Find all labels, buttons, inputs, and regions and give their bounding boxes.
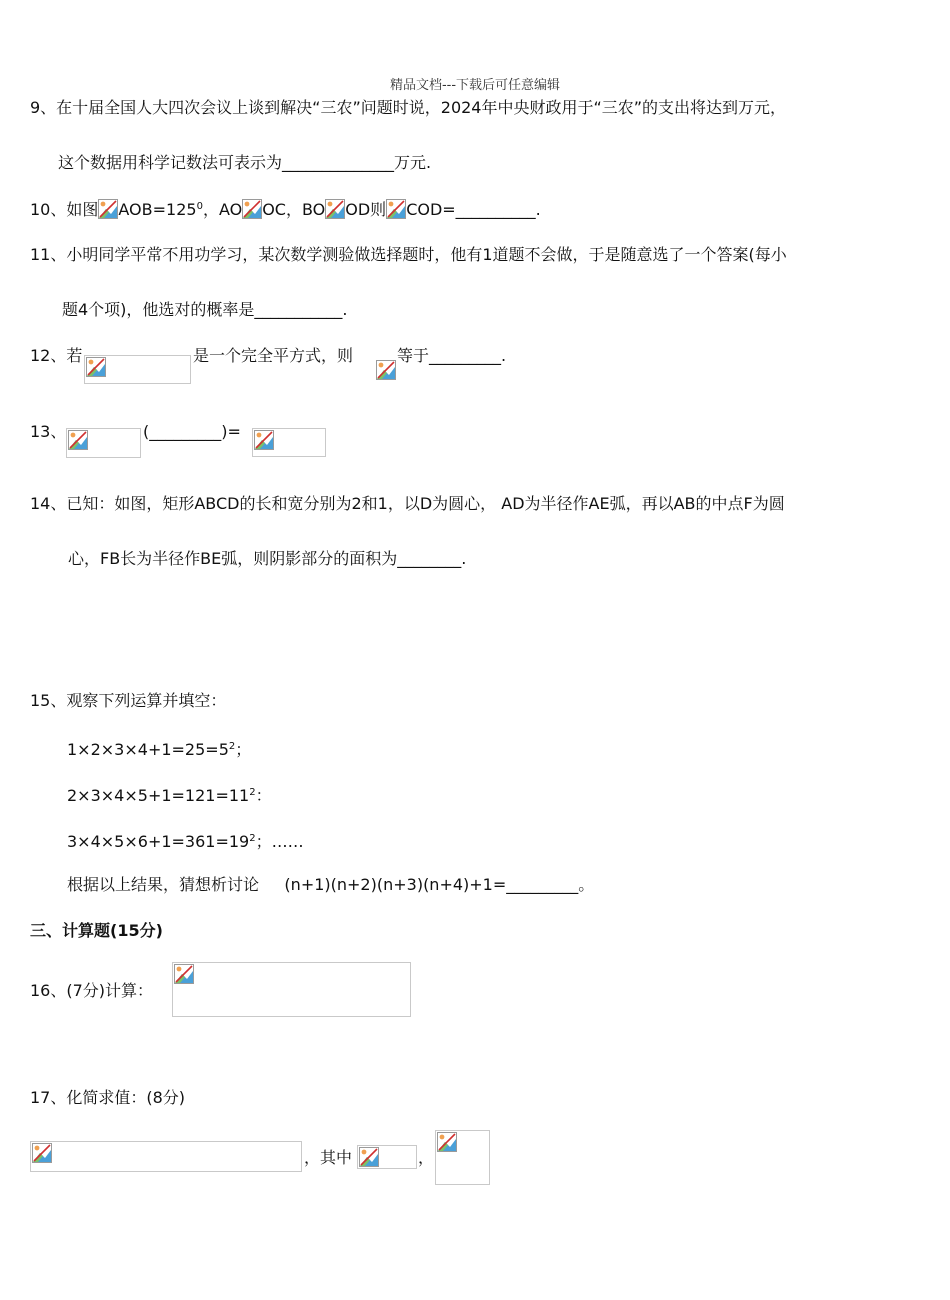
formula-image (172, 962, 411, 1017)
question-15-line-1 (67, 737, 251, 760)
broken-image-icon (376, 360, 396, 380)
q10-part-6: COD=__________. (406, 200, 541, 219)
question-15-line-4: 根据以上结果，猜想析讨论 (n+1)(n+2)(n+3)(n+4)+1=_________。 (67, 875, 595, 894)
broken-image-icon (68, 430, 88, 450)
broken-image-icon (86, 357, 106, 377)
question-17-title: 17、化简求值：(8分) (30, 1088, 186, 1107)
equation-text: 2×3×4×5+1=121=11 (67, 786, 250, 805)
question-10 (30, 197, 541, 220)
broken-image-icon (98, 199, 118, 219)
question-16: 16、(7分)计算： (30, 981, 154, 1000)
equation-text: 3×4×5×6+1=361=19 (67, 832, 250, 851)
punctuation: ；…… (255, 832, 304, 851)
formula-image (435, 1130, 490, 1185)
q10-part-5: OD则 (345, 200, 387, 219)
page-header: 精品文档---下载后可任意编辑 (389, 78, 561, 93)
question-13-part-2: (_________)= (143, 422, 241, 441)
broken-image-icon (359, 1147, 379, 1167)
question-15-title: 15、观察下列运算并填空： (30, 691, 227, 710)
q10-part-3: ，AO (202, 200, 243, 219)
equation-text: 1×2×3×4+1=25=5 (67, 740, 229, 759)
broken-image-icon (325, 199, 345, 219)
exponent: 2 (228, 741, 236, 752)
question-11-line-1: 11、小明同学平常不用功学习，某次数学测验做选择题时，他有1道题不会做，于是随意选了一个答案(每小 (30, 245, 787, 264)
question-11-line-2: 题4个项)，他选对的概率是___________. (62, 300, 348, 319)
question-9-line-1: 9、在十届全国人大四次会议上谈到解决“三农”问题时说，2024年中央财政用于“三农”的支出将达到万元， (30, 98, 787, 117)
broken-image-icon (32, 1143, 52, 1163)
question-9-line-2: 这个数据用科学记数法可表示为______________万元. (58, 153, 432, 172)
punctuation: ： (255, 786, 272, 805)
broken-image-icon (242, 199, 262, 219)
broken-image-icon (174, 964, 194, 984)
question-14-line-2: 心，FB长为半径作BE弧，则阴影部分的面积为________. (68, 549, 467, 568)
formula-image (84, 355, 191, 384)
formula-image (376, 358, 396, 382)
degree-superscript: 0 (196, 201, 203, 212)
question-14-line-1: 14、已知：如图，矩形ABCD的长和宽分别为2和1，以D为圆心， AD为半径作AE弧，再以AB的中点F为圆 (30, 494, 785, 513)
question-17-part-1: ，其中 (304, 1148, 353, 1167)
q10-part-1: 10、如图 (30, 200, 99, 219)
question-17-part-2: ， (418, 1148, 435, 1167)
formula-image (252, 428, 326, 457)
exponent: 2 (249, 833, 256, 844)
q10-part-4: OC，BO (262, 200, 326, 219)
question-15-line-2 (67, 783, 272, 806)
formula-image (357, 1145, 417, 1169)
formula-image (66, 428, 141, 458)
question-12-part-3: 等于_________. (397, 346, 507, 365)
section-3-heading: 三、计算题(15分) (30, 921, 163, 940)
broken-image-icon (386, 199, 406, 219)
question-15-line-3 (67, 829, 304, 852)
formula-image (30, 1141, 302, 1172)
question-12-part-2: 是一个完全平方式，则 (193, 346, 354, 365)
exponent: 2 (249, 787, 256, 798)
broken-image-icon (254, 430, 274, 450)
broken-image-icon (437, 1132, 457, 1152)
q10-part-2: AOB=125 (118, 200, 197, 219)
question-12-part-1: 12、若 (30, 346, 83, 365)
question-13-part-1: 13、 (30, 422, 67, 441)
punctuation: ； (235, 740, 252, 759)
